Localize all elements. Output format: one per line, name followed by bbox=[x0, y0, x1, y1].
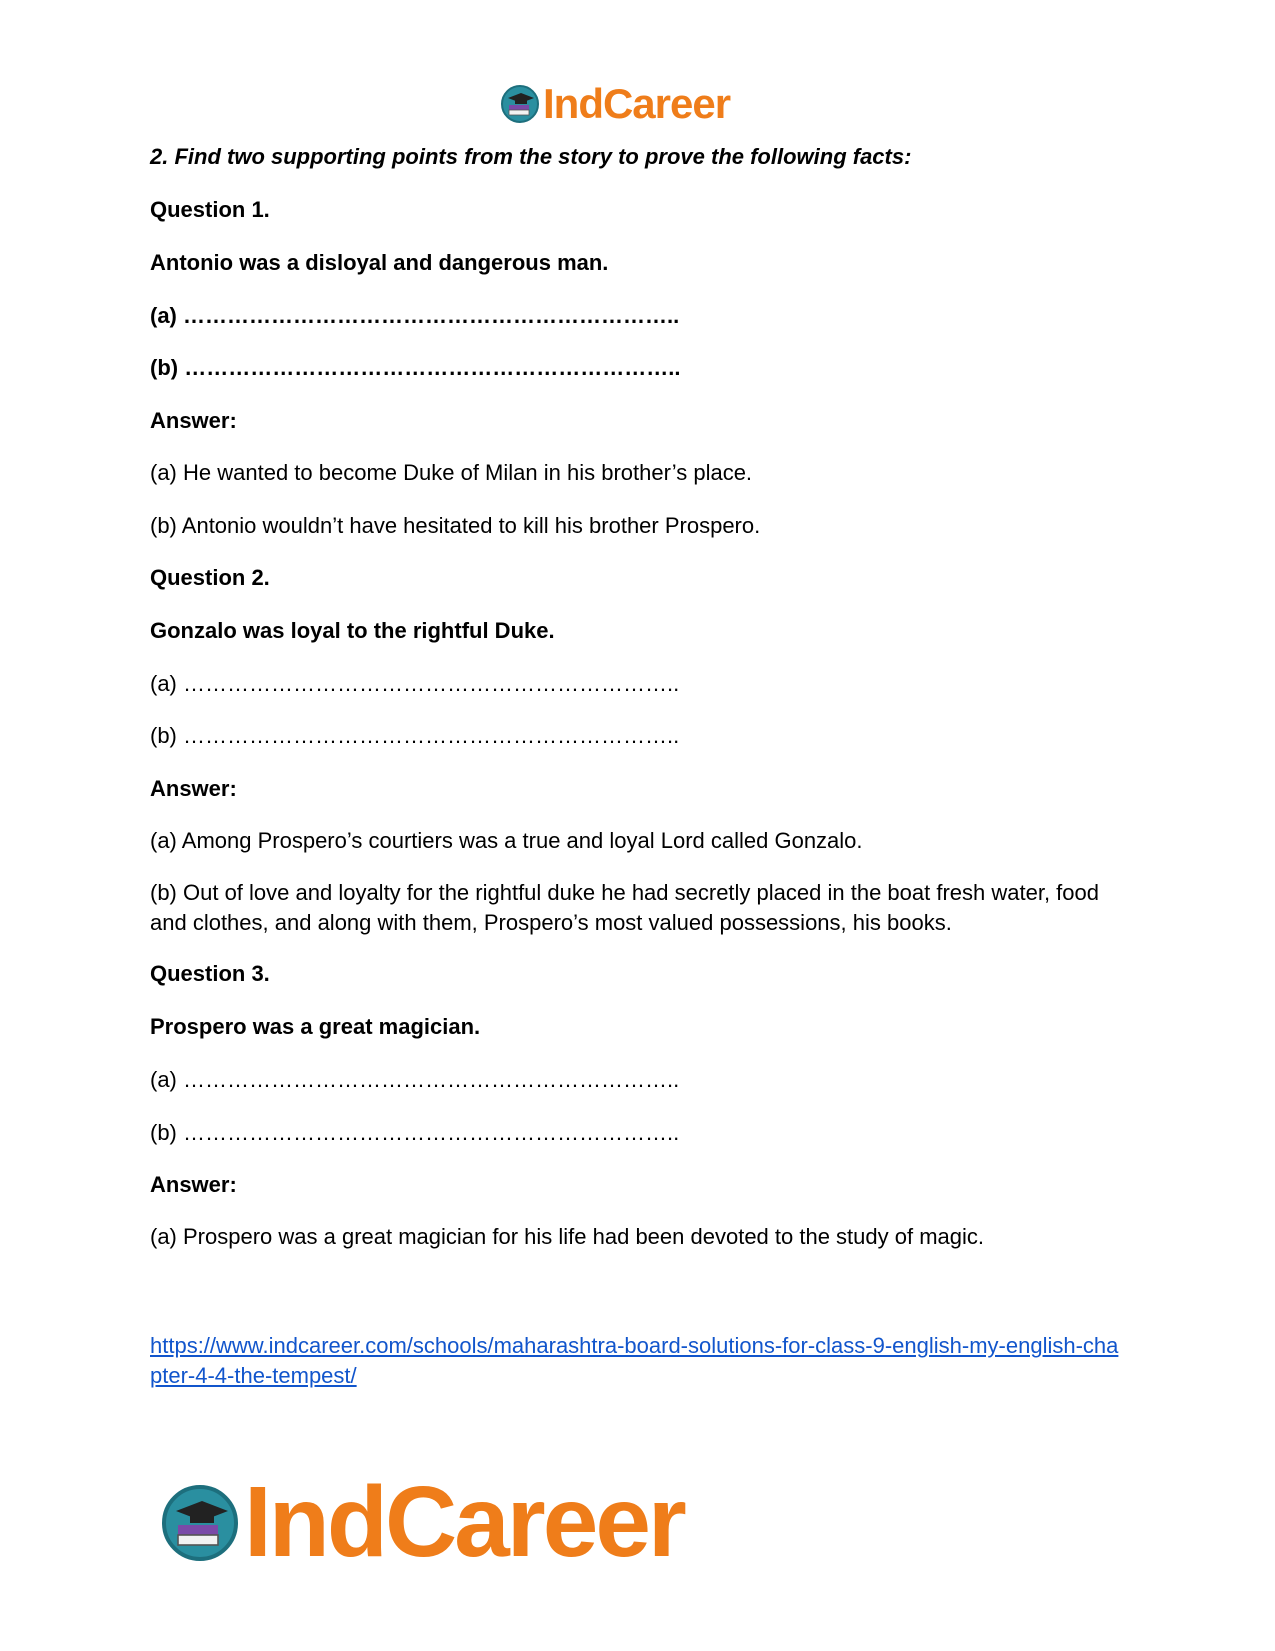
section-heading: 2. Find two supporting points from the story to prove the following facts: bbox=[150, 144, 912, 169]
question-label: Question 1. bbox=[150, 197, 270, 222]
answer-label: Answer: bbox=[150, 408, 237, 433]
graduation-book-icon bbox=[500, 84, 540, 124]
header-logo bbox=[500, 80, 730, 128]
logo-text: IndCareer bbox=[543, 80, 731, 127]
answer-a: (a) Among Prospero’s courtiers was a true and loyal Lord called Gonzalo. bbox=[150, 828, 863, 853]
blank-b: (b) ………………………………………………………….. bbox=[150, 355, 681, 380]
footer-logo bbox=[160, 1465, 684, 1580]
logo-text: IndCareer bbox=[244, 1466, 684, 1578]
answer-label: Answer: bbox=[150, 1172, 237, 1197]
question-statement: Prospero was a great magician. bbox=[150, 1014, 481, 1039]
question-label: Question 2. bbox=[150, 565, 270, 590]
blank-a: (a) ………………………………………………………….. bbox=[150, 671, 680, 696]
blank-b: (b) ………………………………………………………….. bbox=[150, 1120, 680, 1145]
blank-b: (b) ………………………………………………………….. bbox=[150, 723, 680, 748]
graduation-book-icon bbox=[160, 1483, 240, 1563]
blank-a: (a) ………………………………………………………….. bbox=[150, 303, 680, 328]
answer-label: Answer: bbox=[150, 776, 237, 801]
answer-a: (a) He wanted to become Duke of Milan in his brother’s place. bbox=[150, 460, 753, 485]
answer-b: (b) Out of love and loyalty for the rightful duke he had secretly placed in the boat fresh water, food and clothes, and along with them, Prospero’s most valued possessions, his books. bbox=[150, 880, 1099, 935]
question-statement: Gonzalo was loyal to the rightful Duke. bbox=[150, 618, 555, 643]
answer-a: (a) Prospero was a great magician for his life had been devoted to the study of magic. bbox=[150, 1224, 985, 1249]
question-statement: Antonio was a disloyal and dangerous man. bbox=[150, 250, 609, 275]
question-label: Question 3. bbox=[150, 961, 270, 986]
source-link[interactable]: https://www.indcareer.com/schools/maharashtra-board-solutions-for-class-9-english-my-english-chapter-4-4-the-tempest/ bbox=[150, 1333, 1119, 1388]
answer-b: (b) Antonio wouldn’t have hesitated to kill his brother Prospero. bbox=[150, 513, 761, 538]
blank-a: (a) ………………………………………………………….. bbox=[150, 1067, 680, 1092]
